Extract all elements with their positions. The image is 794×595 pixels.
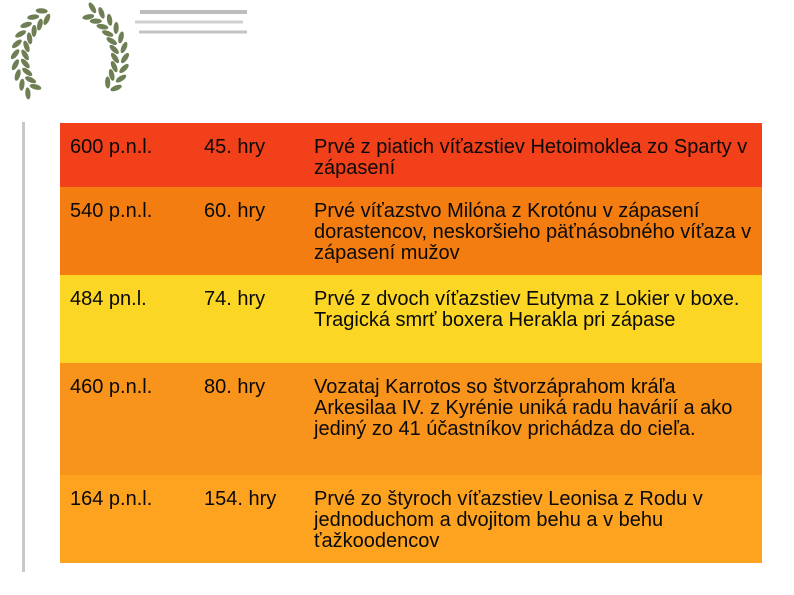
wreath-leaf xyxy=(110,83,123,92)
row-date: 460 p.n.l. xyxy=(70,376,153,398)
wreath-leaf xyxy=(27,14,40,21)
row-description: Prvé z piatich víťazstiev Hetoimoklea zo Sparty v zápasení xyxy=(314,136,748,179)
wreath-leaf xyxy=(24,75,37,85)
wreath-leaf xyxy=(14,29,27,39)
wreath-leaf xyxy=(25,87,31,99)
wreath-leaf xyxy=(101,29,114,38)
wreath-leaf xyxy=(13,69,21,82)
table-row xyxy=(60,275,762,363)
row-games: 74. hry xyxy=(204,288,266,310)
laurel-wreath-icon xyxy=(0,0,140,120)
table-row xyxy=(60,123,762,187)
wreath-leaf xyxy=(36,18,44,31)
wreath-leaf xyxy=(9,48,21,61)
wreath-leaf xyxy=(87,1,98,14)
row-games: 45. hry xyxy=(204,136,266,158)
wreath-leaf xyxy=(117,31,125,44)
wreath-leaf xyxy=(31,25,37,37)
wreath-leaf xyxy=(29,83,42,91)
title-decoration-lines xyxy=(125,8,255,48)
wreath-leaf xyxy=(20,21,33,30)
left-vertical-rule xyxy=(22,122,25,572)
row-games: 80. hry xyxy=(204,376,266,398)
wreath-leaf xyxy=(96,23,109,30)
olympic-victories-table xyxy=(60,123,762,563)
wreath-leaf xyxy=(19,78,25,90)
row-games: 154. hry xyxy=(204,488,277,510)
row-games: 60. hry xyxy=(204,200,266,222)
table-row xyxy=(60,363,762,475)
wreath-leaf xyxy=(36,8,48,14)
row-description: Prvé zo štyroch víťazstiev Leonisa z Rodu v jednoduchom a dvojitom behu a v behu ťažkoodencov xyxy=(314,488,703,552)
wreath-leaf xyxy=(115,73,128,84)
wreath-leaf xyxy=(42,13,52,26)
row-description: Prvé víťazstvo Milóna z Krotónu v zápasení dorastencov, neskoršieho päťnásobného víťaza v zápasení mužov xyxy=(314,200,752,264)
row-date: 484 pn.l. xyxy=(70,288,147,310)
row-date: 164 p.n.l. xyxy=(70,488,153,510)
wreath-leaf xyxy=(106,13,113,26)
wreath-leaf xyxy=(97,6,106,19)
wreath-leaf xyxy=(90,19,102,24)
wreath-leaf xyxy=(118,62,130,74)
wreath-leaf xyxy=(105,76,111,88)
wreath-leaf xyxy=(113,22,119,34)
wreath-leaf xyxy=(119,52,130,65)
table-row xyxy=(60,187,762,275)
row-description: Vozataj Karrotos so štvorzáprahom kráľa Arkesilaa IV. z Kyrénie uniká radu havárií a ako jediný zo 41 účastníkov prichádza do cieľa. xyxy=(314,376,733,440)
wreath-leaf xyxy=(11,38,24,50)
row-date: 600 p.n.l. xyxy=(70,136,153,158)
table-row xyxy=(60,475,762,563)
row-description: Prvé z dvoch víťazstiev Eutyma z Lokier v boxe. Tragická smrť boxera Herakla pri zápase xyxy=(314,288,740,331)
row-date: 540 p.n.l. xyxy=(70,200,153,222)
